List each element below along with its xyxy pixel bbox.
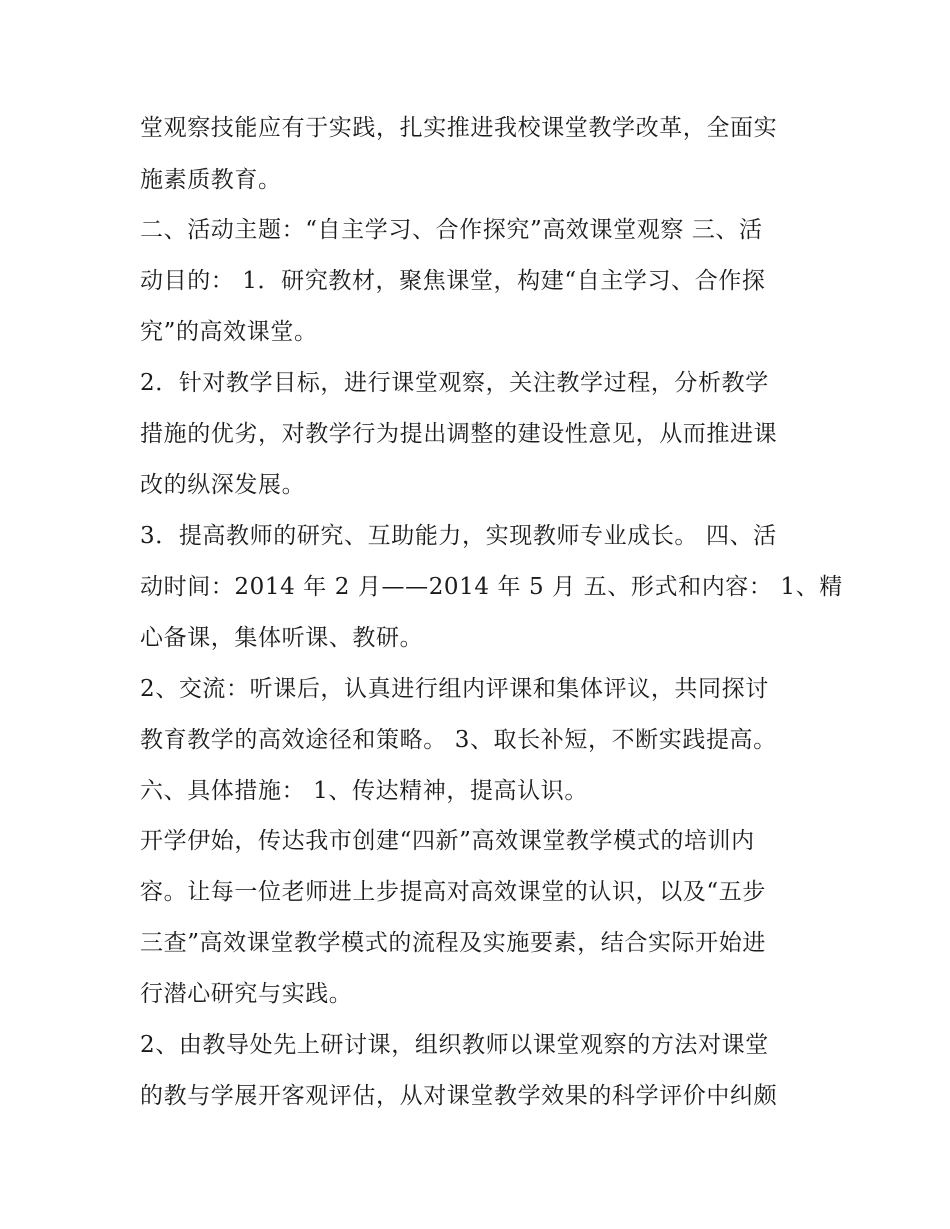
body-text-line: 施素质教育。 [140, 167, 282, 193]
body-text-line: 教育教学的高效途径和策略。 3、取长补短，不断实践提高。 [140, 727, 777, 753]
body-text-line: 堂观察技能应有于实践，扎实推进我校课堂教学改革，全面实 [140, 115, 778, 141]
body-text-line: 六、具体措施： 1、传达精神，提高认识。 [140, 778, 588, 804]
body-text-line: 动时间：2014 年 2 月——2014 年 5 月 五、形式和内容： 1、精 [140, 574, 843, 600]
body-text-line: 开学伊始，传达我市创建“四新”高效课堂教学模式的培训内 [140, 828, 755, 854]
body-text-line: 行潜心研究与实践。 [140, 981, 353, 1007]
body-text-line: 心备课，集体听课、教研。 [140, 625, 424, 651]
body-text-line: 的教与学展开客观评估，从对课堂教学效果的科学评价中纠颇 [140, 1083, 778, 1109]
body-text-line: 2．针对教学目标，进行课堂观察，关注教学过程，分析教学 [140, 370, 769, 396]
body-text-line: 2、由教导处先上研讨课，组织教师以课堂观察的方法对课堂 [140, 1032, 769, 1058]
body-text-line: 3．提高教师的研究、互助能力，实现教师专业成长。 四、活 [140, 523, 777, 549]
body-text-line: 措施的优劣，对教学行为提出调整的建设性意见，从而推进课 [140, 421, 778, 447]
body-text-line: 改的纵深发展。 [140, 472, 306, 498]
body-text-line: 动目的： 1．研究教材，聚焦课堂，构建“自主学习、合作探 [140, 268, 766, 294]
body-text-line: 2、交流：听课后，认真进行组内评课和集体评议，共同探讨 [140, 676, 769, 702]
body-text-line: 三查”高效课堂教学模式的流程及实施要素，结合实际开始进 [140, 930, 766, 956]
body-text-line: 究”的高效课堂。 [140, 319, 318, 345]
body-text-line: 容。让每一位老师进上步提高对高效课堂的认识，以及“五步 [140, 879, 766, 905]
body-text-line: 二、活动主题：“自主学习、合作探究”高效课堂观察 三、活 [140, 217, 763, 243]
